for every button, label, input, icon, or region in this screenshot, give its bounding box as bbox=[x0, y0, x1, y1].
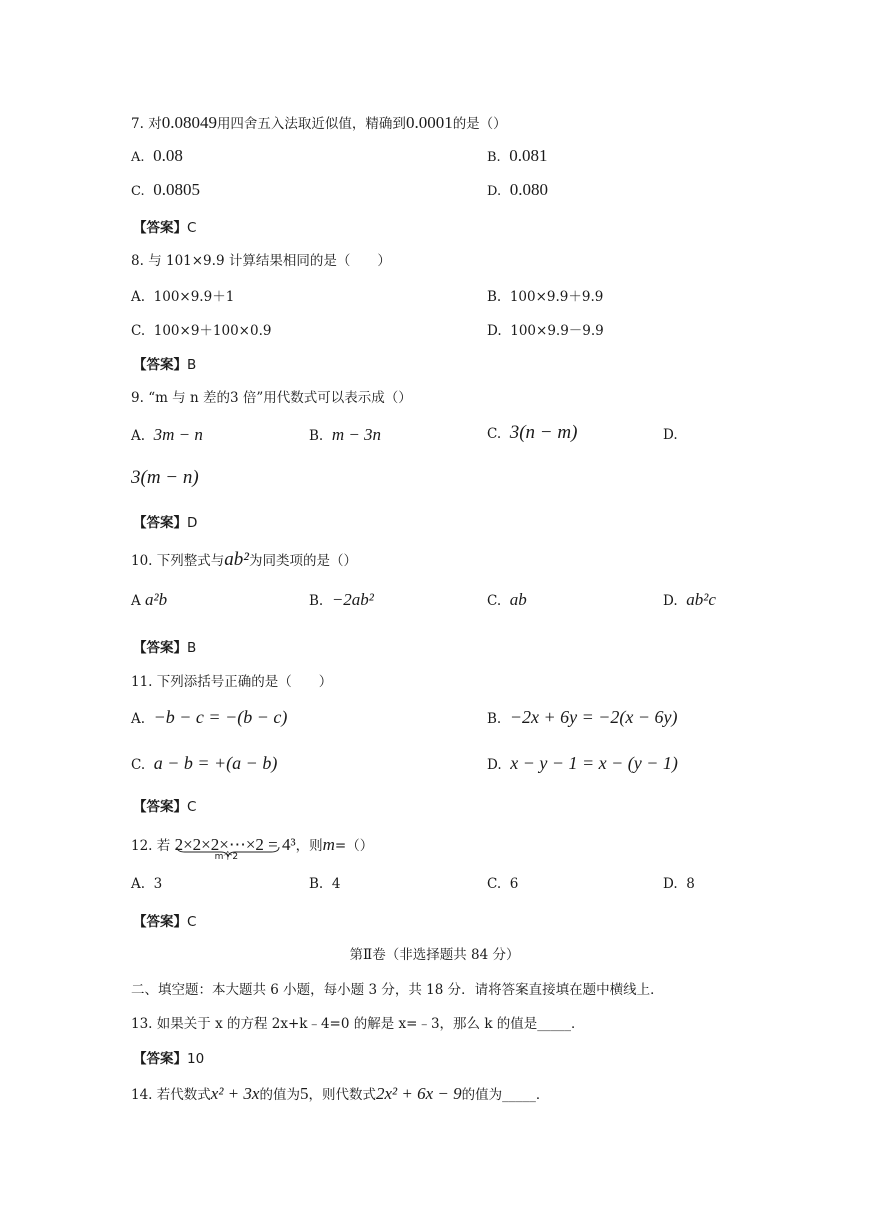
value: 0.08049 bbox=[161, 113, 217, 132]
option-b: B. 100×9.9＋9.9 bbox=[487, 289, 604, 305]
option-a: A. 3 bbox=[131, 876, 163, 892]
question-13: 13. 如果关于 x 的方程 2x+k﹣4=0 的解是 x=﹣3，那么 k 的值是_____． bbox=[131, 1016, 585, 1032]
option-c: C. 3(n − m) bbox=[487, 422, 578, 443]
option-a: A. −b − c = −(b − c) bbox=[131, 707, 288, 727]
option-d: D. ab²c bbox=[663, 590, 716, 609]
answer-10: 【答案】B bbox=[133, 640, 197, 656]
option-d: D. 100×9.9－9.9 bbox=[487, 323, 604, 339]
answer-7: 【答案】C bbox=[133, 220, 197, 236]
question-7: 7. 对0.08049用四舍五入法取近似值，精确到0.0001的是（） bbox=[131, 113, 507, 132]
answer-8: 【答案】B bbox=[133, 357, 197, 373]
option-b: B. m − 3n bbox=[309, 425, 382, 444]
option-c: C. 0.0805 bbox=[131, 180, 200, 199]
option-b: B. −2x + 6y = −2(x − 6y) bbox=[487, 707, 678, 727]
question-number: 10. bbox=[131, 553, 153, 569]
question-number: 8. bbox=[131, 253, 144, 269]
question-14: 14. 若代数式x² + 3x的值为5，则代数式2x² + 6x − 9的值为_____． bbox=[131, 1084, 550, 1103]
option-d: D. 0.080 bbox=[487, 180, 548, 199]
answer-11: 【答案】C bbox=[133, 799, 197, 815]
question-number: 9. bbox=[131, 390, 144, 406]
question-12: 12. 若 2×2×2×⋯×2 = 4³ m个2 ，则m=（） bbox=[131, 835, 374, 862]
option-c: C. 100×9＋100×0.9 bbox=[131, 323, 272, 339]
answer-13: 【答案】10 bbox=[133, 1051, 205, 1067]
question-number: 14. bbox=[131, 1087, 153, 1103]
option-c: C. a − b = +(a − b) bbox=[131, 753, 278, 773]
option-d-text: 3(m − n) bbox=[131, 467, 199, 488]
option-c: C. 6 bbox=[487, 876, 519, 892]
question-number: 12. bbox=[131, 838, 153, 854]
option-b: B. −2ab² bbox=[309, 590, 374, 609]
underbrace-expression: 2×2×2×⋯×2 = 4³ m个2 bbox=[174, 835, 296, 862]
option-a: A. 3m − n bbox=[131, 425, 203, 444]
question-9: 9. “m 与 n 差的3 倍”用代数式可以表示成（） bbox=[131, 390, 412, 406]
option-d-letter: D. bbox=[663, 427, 678, 443]
option-a: A. 100×9.9＋1 bbox=[131, 289, 235, 305]
option-d: D. x − y − 1 = x − (y − 1) bbox=[487, 753, 678, 773]
option-b: B. 0.081 bbox=[487, 146, 548, 165]
question-11: 11. 下列添括号正确的是（ ） bbox=[131, 674, 333, 690]
answer-9: 【答案】D bbox=[133, 515, 198, 531]
question-10: 10. 下列整式与ab²为同类项的是（） bbox=[131, 549, 357, 570]
section-heading: 二、填空题：本大题共 6 小题，每小题 3 分，共 18 分．请将答案直接填在题中横线上． bbox=[131, 982, 664, 998]
option-b: B. 4 bbox=[309, 876, 341, 892]
answer-12: 【答案】C bbox=[133, 914, 197, 930]
question-number: 7. bbox=[131, 116, 144, 132]
question-8: 8. 与 101×9.9 计算结果相同的是（ ） bbox=[131, 253, 391, 269]
option-d: D. 8 bbox=[663, 876, 695, 892]
question-number: 11. bbox=[131, 674, 153, 690]
option-c: C. ab bbox=[487, 590, 527, 609]
option-a: A a²b bbox=[131, 590, 168, 609]
part-title: 第Ⅱ卷（非选择题共 84 分） bbox=[349, 947, 520, 963]
option-a: A. 0.08 bbox=[131, 146, 183, 165]
question-number: 13. bbox=[131, 1016, 153, 1032]
